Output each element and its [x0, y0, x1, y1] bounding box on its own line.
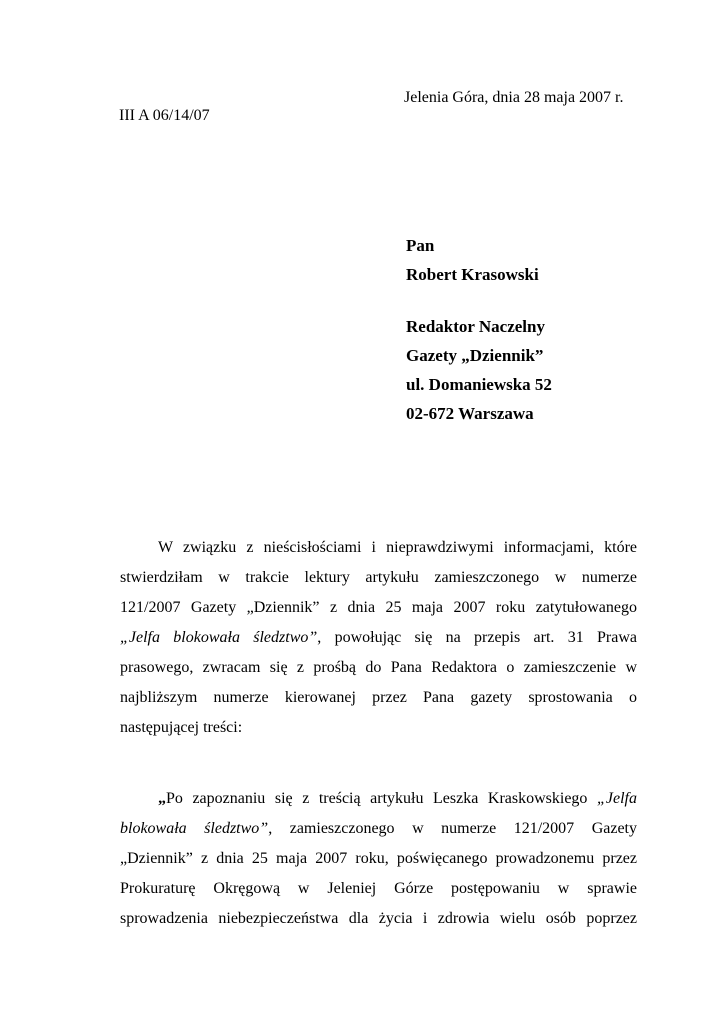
paragraph-line: prasowego, zwracam się z prośbą do Pana Redaktora o zamieszczenie w — [120, 659, 637, 676]
recipient-name: Robert Krasowski — [406, 265, 539, 284]
line-text: , powołując się na przepis art. 31 Prawa — [317, 629, 637, 646]
paragraph-line: najbliższym numerze kierowanej przez Pana gazety sprostowania o — [120, 689, 637, 706]
paragraph-line: stwierdziłam w trakcie lektury artykułu zamieszczonego w numerze — [120, 569, 637, 586]
paragraph-line — [120, 623, 637, 653]
paragraph-line: sprowadzenia niebezpieczeństwa dla życia i zdrowia wielu osób poprzez — [120, 910, 637, 927]
recipient-address — [406, 231, 552, 428]
article-title: blokowała śledztwo” — [120, 820, 269, 837]
recipient-city: 02-672 Warszawa — [406, 404, 534, 423]
paragraph-line: 121/2007 Gazety „Dziennik” z dnia 25 maja 2007 roku zatytułowanego — [120, 599, 637, 616]
address-gap — [406, 289, 552, 312]
recipient-street: ul. Domaniewska 52 — [406, 375, 552, 394]
recipient-salutation: Pan — [406, 236, 435, 255]
recipient-organization: Gazety „Dziennik” — [406, 346, 544, 365]
recipient-position: Redaktor Naczelny — [406, 317, 545, 336]
line-text: Po zapoznaniu się z treścią artykułu Leszka Kraskowskiego — [166, 790, 597, 807]
article-title: „Jelfa — [597, 790, 637, 807]
article-title: „Jelfa blokowała śledztwo” — [120, 629, 318, 646]
paragraph-correction — [120, 784, 637, 934]
reference-number: III A 06/14/07 — [119, 107, 210, 124]
paragraph-line: Prokuraturę Okręgową w Jeleniej Górze postępowaniu w sprawie — [120, 880, 637, 897]
paragraph-line — [120, 814, 637, 844]
paragraph-line — [120, 784, 637, 814]
paragraph-line: „Dziennik” z dnia 25 maja 2007 roku, poświęcanego prowadzonemu przez — [120, 850, 637, 867]
opening-quote: „ — [158, 790, 166, 807]
place-and-date: Jelenia Góra, dnia 28 maja 2007 r. — [404, 89, 624, 106]
paragraph-line: W związku z nieścisłościami i nieprawdziwymi informacjami, które — [158, 539, 637, 556]
paragraph-line: następującej treści: — [120, 719, 243, 736]
line-text: , zamieszczonego w numerze 121/2007 Gazety — [268, 820, 637, 837]
paragraph-request — [120, 533, 637, 743]
